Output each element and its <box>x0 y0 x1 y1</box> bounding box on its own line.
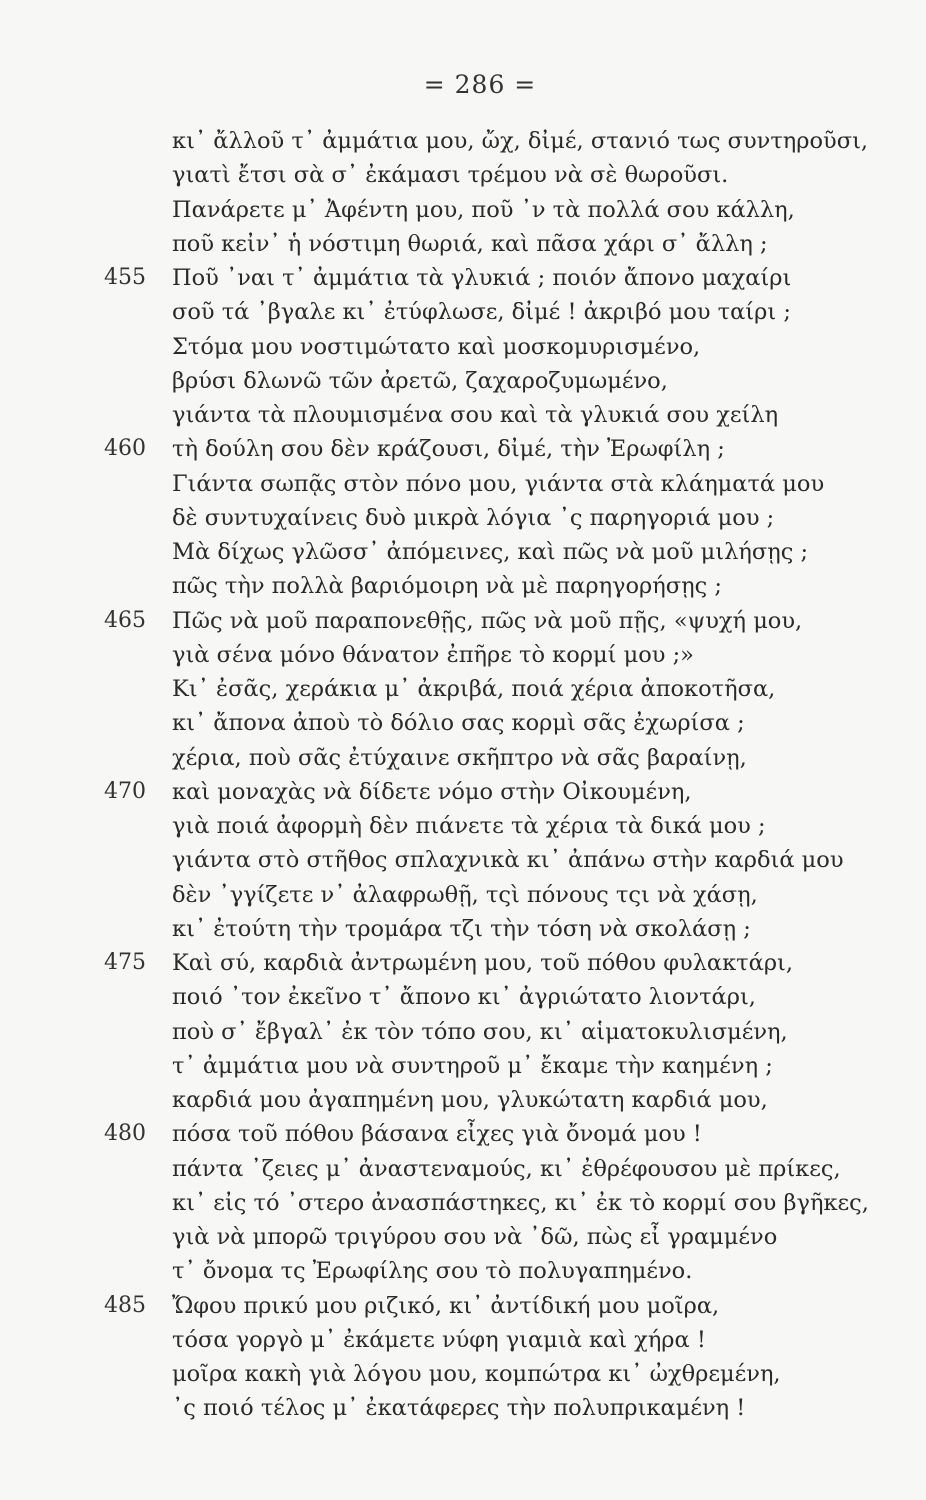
line-number: 455 <box>104 265 146 290</box>
verse-line <box>0 569 926 603</box>
verse-text: Στόμα μου νοστιμώτατο καὶ μοσκομυρισμένο, <box>172 333 701 360</box>
verse-line <box>0 1289 926 1323</box>
verse-text: Ποῦ ᾽ναι τ᾽ ἀμμάτια τὰ γλυκιά ; ποιόν ἄπονο μαχαίρι <box>172 265 792 291</box>
verse-text: ποὺ σ᾽ ἔβγαλ᾽ ἐκ τὸν τόπο σου, κι᾽ αἱματοκυλισμένη, <box>172 1018 788 1045</box>
verse-line <box>0 124 926 158</box>
verse-text: Πῶς νὰ μοῦ παραπονεθῇς, πῶς νὰ μοῦ πῇς, «ψυχή μου, <box>172 607 803 634</box>
verse-line <box>0 261 926 295</box>
verse-line <box>0 1391 926 1425</box>
verse-text: γιάντα στὸ στῆθος σπλαχνικὰ κι᾽ ἀπάνω στὴν καρδιά μου <box>172 847 844 874</box>
verse-text: Πανάρετε μ᾽ Ἀφέντη μου, ποῦ ᾽ν τὰ πολλά σου κάλλη, <box>172 196 795 223</box>
verse-text: πάντα ᾽ζειες μ᾽ ἀναστεναμούς, κι᾽ ἐθρέφουσου μὲ πρίκες, <box>172 1155 841 1182</box>
verse-line <box>0 672 926 706</box>
verse-line <box>0 1049 926 1083</box>
verse-text: Ὤφου πρικύ μου ριζικό, κι᾽ ἀντίδική μου μοῖρα, <box>172 1292 720 1319</box>
verse-text: κι᾽ ἐτούτη τὴν τρομάρα τζι τὴν τόση νὰ σκολάσῃ ; <box>172 915 751 942</box>
verse-line <box>0 467 926 501</box>
verse-line <box>0 604 926 638</box>
verse-text: κι᾽ ἄπονα ἀποὺ τὸ δόλιο σας κορμὶ σᾶς ἐχωρίσα ; <box>172 710 745 737</box>
verse-line <box>0 501 926 535</box>
verse-text: τ᾽ ἀμμάτια μου νὰ συντηροῦ μ᾽ ἔκαμε τὴν καημένη ; <box>172 1052 773 1079</box>
verse-text: καρδιά μου ἀγαπημένη μου, γλυκώτατη καρδιά μου, <box>172 1087 768 1113</box>
verse-text: ποῦ κεἰν᾽ ἡ νόστιμη θωριά, καὶ πᾶσα χάρι σ᾽ ἄλλη ; <box>172 230 768 257</box>
verse-line <box>0 912 926 946</box>
verse-text: βρύσι δλωνῶ τῶν ἀρετῶ, ζαχαροζυμωμένο, <box>172 367 668 394</box>
verse-line <box>0 1323 926 1357</box>
verse-line <box>0 364 926 398</box>
line-number: 470 <box>104 778 146 804</box>
verse-text: γιὰ σένα μόνο θάνατον ἐπῆρε τὸ κορμί μου ;» <box>172 641 694 668</box>
verse-text: Μὰ δίχως γλῶσσ᾽ ἀπόμεινες, καὶ πῶς νὰ μοῦ μιλήσῃς ; <box>172 539 809 565</box>
verse-line <box>0 878 926 912</box>
verse-text: μοῖρα κακὴ γιὰ λόγου μου, κομπώτρα κι᾽ ὠχθρεμένη, <box>172 1361 781 1387</box>
verse-line <box>0 775 926 809</box>
verse-text: γιὰ νὰ μπορῶ τριγύρου σου νὰ ᾽δῶ, πὼς εἶ γραμμένο <box>172 1224 778 1250</box>
verse-text: χέρια, ποὺ σᾶς ἐτύχαινε σκῆπτρο νὰ σᾶς βαραίνῃ, <box>172 744 747 771</box>
verse-line <box>0 1254 926 1288</box>
line-number: 465 <box>104 607 146 633</box>
verse-text: τ᾽ ὄνομα τς Ἐρωφίλης σου τὸ πολυγαπημένο. <box>172 1258 693 1285</box>
verse-text: γιὰ ποιά ἀφορμὴ δὲν πιάνετε τὰ χέρια τὰ δικά μου ; <box>172 813 766 839</box>
verse-line <box>0 741 926 775</box>
verse-line <box>0 980 926 1014</box>
verse-text: ᾽ς ποιό τέλος μ᾽ ἐκατάφερες τὴν πολυπρικαμένη ! <box>172 1395 746 1422</box>
verse-line <box>0 1015 926 1049</box>
verse-line <box>0 809 926 843</box>
verse-text: ποιό ᾽τον ἐκεῖνο τ᾽ ἄπονο κι᾽ ἀγριώτατο λιοντάρι, <box>172 984 756 1011</box>
verse-line <box>0 535 926 569</box>
verse-text: γιάντα τὰ πλουμισμένα σου καὶ τὰ γλυκιά σου χείλη <box>172 402 779 428</box>
verse-text: κι᾽ εἰς τό ᾽στερο ἀνασπάστηκες, κι᾽ ἐκ τὸ κορμί σου βγῆκες, <box>172 1189 869 1216</box>
verse-text: Καὶ σύ, καρδιὰ ἀντρωμένη μου, τοῦ πόθου φυλακτάρι, <box>172 950 794 976</box>
line-number: 460 <box>104 436 146 462</box>
verse-text: τὴ δούλη σου δὲν κράζουσι, δἰμέ, τὴν Ἐρωφίλη ; <box>172 436 725 463</box>
verse-line <box>0 158 926 192</box>
line-number: 480 <box>104 1121 146 1147</box>
verse-text: καὶ μοναχὰς νὰ δίδετε νόμο στὴν Οἰκουμένη, <box>172 778 692 805</box>
verse-line <box>0 946 926 980</box>
verse-line <box>0 843 926 877</box>
verse-line <box>0 432 926 466</box>
verse-text: γιατὶ ἔτσι σὰ σ᾽ ἐκάμασι τρέμου νὰ σὲ θωροῦσι. <box>172 162 729 189</box>
verse-line <box>0 295 926 329</box>
verse-line <box>0 1186 926 1220</box>
verse-line <box>0 330 926 364</box>
page-number: = 286 = <box>423 70 537 99</box>
verse-line <box>0 638 926 672</box>
verse-line <box>0 1152 926 1186</box>
verse-text: Κι᾽ ἐσᾶς, χεράκια μ᾽ ἀκριβά, ποιά χέρια ἀποκοτῆσα, <box>172 676 776 702</box>
verse-line <box>0 1357 926 1391</box>
verse-line <box>0 193 926 227</box>
verse-text: δὲν ᾽γγίζετε ν᾽ ἀλαφρωθῇ, τςὶ πόνους τςι νὰ χάσῃ, <box>172 881 758 908</box>
verse-line <box>0 398 926 432</box>
verse-text: Γιάντα σωπᾷς στὸν πόνο μου, γιάντα στὰ κλάηματά μου <box>172 470 825 497</box>
verse-line <box>0 1083 926 1117</box>
verse-text: πόσα τοῦ πόθου βάσανα εἶχες γιὰ ὄνομά μου ! <box>172 1121 702 1148</box>
verse-text: σοῦ τά ᾽βγαλε κι᾽ ἐτύφλωσε, δἰμέ ! ἀκριβό μου ταίρι ; <box>172 299 791 326</box>
verse-line <box>0 1220 926 1254</box>
line-number: 475 <box>104 950 146 975</box>
verse-text: πῶς τὴν πολλὰ βαριόμοιρη νὰ μὲ παρηγορήσῃς ; <box>172 573 722 600</box>
verse-block <box>0 124 926 1426</box>
verse-line <box>0 227 926 261</box>
verse-text: κι᾽ ἄλλοῦ τ᾽ ἀμμάτια μου, ὤχ, δἰμέ, στανιό τως συντηροῦσι, <box>172 128 869 154</box>
verse-text: δὲ συντυχαίνεις δυὸ μικρὰ λόγια ᾽ς παρηγοριά μου ; <box>172 504 775 531</box>
verse-line <box>0 706 926 740</box>
line-number: 485 <box>104 1292 146 1318</box>
verse-line <box>0 1117 926 1151</box>
verse-text: τόσα γοργὸ μ᾽ ἐκάμετε νύφη γιαμιὰ καὶ χήρα ! <box>172 1326 706 1353</box>
